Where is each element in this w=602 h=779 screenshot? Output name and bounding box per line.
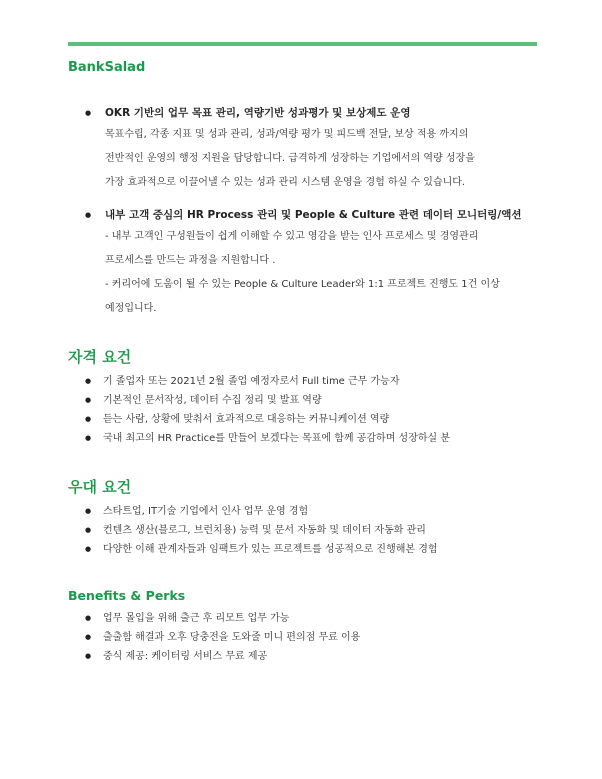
intro-item-line: 예정입니다.: [105, 303, 157, 314]
company-name: BankSalad: [68, 60, 146, 75]
preferred-list: [85, 502, 438, 559]
intro-item: [85, 104, 545, 195]
list-item: ● 출출함 해결과 오후 당충전을 도와줄 미니 편의점 무료 이용: [85, 628, 360, 647]
intro-section: [85, 104, 545, 321]
list-item: ● 국내 최고의 HR Practice를 만들어 보겠다는 목표에 함께 공감하며 성장하실 분: [85, 429, 450, 448]
intro-item: [85, 206, 545, 321]
intro-item-line: 프로세스를 만드는 과정을 지원합니다 .: [105, 255, 276, 266]
benefits-list: [85, 609, 360, 666]
intro-item-line: - 커리어에 도움이 될 수 있는 People & Culture Leader와 1:1 프로젝트 진행도 1건 이상: [105, 279, 500, 290]
benefits-heading: Benefits & Perks: [68, 588, 186, 603]
preferred-heading: 우대 요건: [68, 478, 132, 496]
intro-item-line: 목표수립, 각종 지표 및 성과 관리, 성과/역량 평가 및 피드백 전달, 보상 적용 까지의: [105, 129, 469, 140]
list-item: ● 기본적인 문서작성, 데이터 수집 정리 및 발표 역량: [85, 391, 450, 410]
intro-item-line: 가장 효과적으로 이끌어낼 수 있는 성과 관리 시스템 운영을 경험 하실 수 있습니다.: [105, 177, 466, 188]
list-item: ● 다양한 이해 관계자들과 임팩트가 있는 프로젝트를 성공적으로 진행해본 경험: [85, 540, 438, 559]
list-item: ● 중식 제공: 케이터링 서비스 무료 제공: [85, 647, 360, 666]
intro-item-heading: ● OKR 기반의 업무 목표 관리, 역량기반 성과평가 및 보상제도 운영: [105, 107, 411, 119]
list-item: ● 듣는 사람, 상황에 맞춰서 효과적으로 대응하는 커뮤니케이션 역량: [85, 410, 450, 429]
qualifications-heading: 자격 요건: [68, 348, 132, 366]
list-item: ● 컨텐츠 생산(블로그, 브런치용) 능력 및 문서 자동화 및 데이터 자동화 관리: [85, 521, 438, 540]
intro-item-line: - 내부 고객인 구성원들이 쉽게 이해할 수 있고 영감을 받는 인사 프로세스 및 경영관리: [105, 231, 479, 242]
top-divider: [68, 42, 537, 46]
list-item: ● 기 졸업자 또는 2021년 2월 졸업 예정자로서 Full time 근무 가능자: [85, 372, 450, 391]
qualifications-list: [85, 372, 450, 448]
list-item: ● 스타트업, IT기술 기업에서 인사 업무 운영 경험: [85, 502, 438, 521]
list-item: ● 업무 몰입을 위해 출근 후 리모트 업무 가능: [85, 609, 360, 628]
intro-item-heading: ● 내부 고객 중심의 HR Process 관리 및 People & Culture 관련 데이터 모니터링/액션: [105, 209, 522, 221]
intro-item-line: 전반적인 운영의 행정 지원을 담당합니다. 급격하게 성장하는 기업에서의 역량 성장을: [105, 153, 475, 164]
